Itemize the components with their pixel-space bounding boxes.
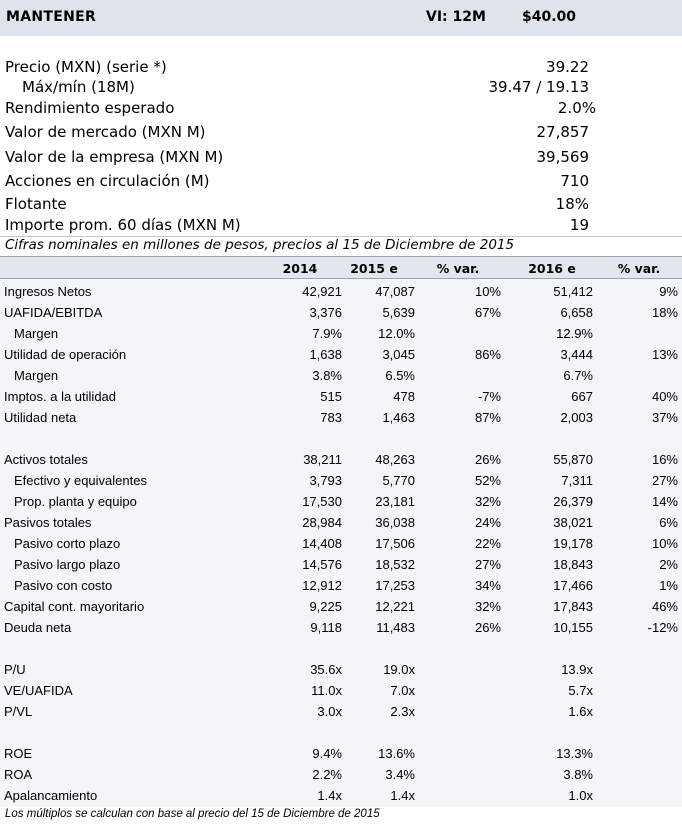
table-cell: 35.6x — [310, 662, 342, 677]
table-cell: 13.9x — [561, 662, 593, 677]
table-cell: 18,843 — [553, 557, 593, 572]
table-cell: 32% — [474, 599, 501, 614]
table-cell: 48,263 — [375, 452, 415, 467]
row-label: Apalancamiento — [4, 788, 98, 803]
table-cell: 3,045 — [382, 347, 415, 362]
table-cell: 2.3x — [390, 704, 415, 719]
table-cell: 42,921 — [302, 284, 342, 299]
table-cell: 40% — [651, 389, 678, 404]
table-cell: 10% — [474, 284, 501, 299]
table-cell: 14,576 — [302, 557, 342, 572]
table-cell: 19.0x — [383, 662, 415, 677]
table-cell: 6.5% — [385, 368, 415, 383]
table-row — [0, 323, 682, 344]
summary-row — [0, 172, 682, 194]
row-label: Capital cont. mayoritario — [4, 599, 145, 614]
table-cell: 26,379 — [553, 494, 593, 509]
row-label: ROE — [4, 746, 33, 761]
table-cell: 27% — [651, 473, 678, 488]
table-cell: 9,118 — [310, 620, 342, 635]
table-cell: 2,003 — [560, 410, 593, 425]
table-cell: 7.0x — [390, 683, 415, 698]
table-cell: 28,984 — [302, 515, 342, 530]
table-cell: 87% — [474, 410, 501, 425]
table-row — [0, 701, 682, 722]
summary-value: 2.0% — [557, 99, 596, 117]
table-cell: 6.7% — [563, 368, 593, 383]
column-header: 2015 e — [350, 261, 398, 276]
table-cell: 23,181 — [375, 494, 415, 509]
table-cell: 26% — [474, 452, 501, 467]
table-cell: 1% — [659, 578, 678, 593]
table-cell: 12.0% — [378, 326, 415, 341]
summary-block — [0, 36, 682, 237]
table-row — [0, 659, 682, 680]
summary-row — [0, 58, 682, 80]
column-header: 2016 e — [528, 261, 576, 276]
row-label: Ingresos Netos — [4, 284, 92, 299]
table-cell: 46% — [651, 599, 678, 614]
table-cell: 5,770 — [382, 473, 415, 488]
table-cell: -7% — [477, 389, 501, 404]
summary-row — [0, 148, 682, 170]
summary-row — [0, 195, 682, 217]
summary-value: 27,857 — [536, 123, 589, 141]
table-cell: 38,021 — [553, 515, 593, 530]
target-price: $40.00 — [522, 9, 577, 25]
table-cell: 5,639 — [382, 305, 415, 320]
figures-note: Cifras nominales en millones de pesos, precios al 15 de Diciembre de 2015 — [5, 237, 515, 253]
table-cell: 24% — [474, 515, 501, 530]
table-row — [0, 575, 682, 596]
table-cell: 3,376 — [309, 305, 342, 320]
table-cell: 12.9% — [556, 326, 593, 341]
row-label: ROA — [4, 767, 33, 782]
table-row — [0, 764, 682, 785]
summary-label: Importe prom. 60 días (MXN M) — [5, 216, 241, 234]
table-cell: 13.6% — [378, 746, 415, 761]
table-cell: 17,843 — [553, 599, 593, 614]
summary-value: 39,569 — [536, 148, 589, 166]
row-label: Pasivo largo plazo — [14, 557, 121, 572]
table-cell: 6% — [659, 515, 678, 530]
table-row — [0, 596, 682, 617]
table-cell: 16% — [651, 452, 678, 467]
table-cell: 38,211 — [303, 452, 342, 467]
summary-row — [0, 123, 682, 145]
row-label: P/VL — [4, 704, 33, 719]
table-cell: 478 — [393, 389, 415, 404]
table-row — [0, 302, 682, 323]
table-cell: 2% — [659, 557, 678, 572]
table-row — [0, 365, 682, 386]
table-cell: 19,178 — [553, 536, 593, 551]
row-label: Imptos. a la utilidad — [4, 389, 117, 404]
summary-value: 18% — [555, 195, 589, 213]
row-label: Margen — [14, 368, 59, 383]
table-row — [0, 491, 682, 512]
summary-value: 39.47 / 19.13 — [488, 78, 589, 96]
table-cell: 26% — [474, 620, 501, 635]
table-cell: -12% — [647, 620, 678, 635]
table-cell: 3,793 — [309, 473, 342, 488]
row-label: Pasivos totales — [4, 515, 92, 530]
row-label: Utilidad de operación — [4, 347, 127, 362]
table-cell: 67% — [474, 305, 501, 320]
table-cell: 17,466 — [553, 578, 593, 593]
table-row — [0, 680, 682, 701]
table-header — [0, 257, 682, 279]
table-row — [0, 533, 682, 554]
table-row — [0, 386, 682, 407]
ticker-title: MANTENER — [6, 9, 97, 25]
table-cell: 12,221 — [375, 599, 415, 614]
table-cell: 1.4x — [390, 788, 415, 803]
table-cell: 9,225 — [309, 599, 342, 614]
row-label: VE/UAFIDA — [4, 683, 73, 698]
table-cell: 6,658 — [560, 305, 593, 320]
table-cell: 1.0x — [568, 788, 593, 803]
summary-row — [0, 99, 682, 121]
row-label: Pasivo con costo — [14, 578, 113, 593]
table-cell: 1,463 — [382, 410, 415, 425]
multiples-note: Los múltiplos se calculan con base al precio del 15 de Diciembre de 2015 — [5, 808, 380, 820]
table-cell: 22% — [474, 536, 501, 551]
table-cell: 47,087 — [375, 284, 415, 299]
table-cell: 7,311 — [561, 473, 593, 488]
table-cell: 11,483 — [376, 620, 415, 635]
table-cell: 1,638 — [309, 347, 342, 362]
row-label: Utilidad neta — [4, 410, 77, 425]
table-cell: 55,870 — [553, 452, 593, 467]
row-label: Activos totales — [4, 452, 88, 467]
table-cell: 3.8% — [563, 767, 593, 782]
summary-value: 39.22 — [546, 58, 589, 76]
table-cell: 11.0x — [311, 683, 342, 698]
summary-label: Rendimiento esperado — [5, 99, 175, 117]
table-cell: 1.4x — [317, 788, 342, 803]
row-label: Margen — [14, 326, 59, 341]
summary-label: Valor de mercado (MXN M) — [5, 123, 206, 141]
column-header: 2014 — [282, 261, 318, 276]
table-cell: 37% — [651, 410, 678, 425]
header-bar — [0, 0, 682, 37]
table-cell: 17,530 — [302, 494, 342, 509]
summary-label: Valor de la empresa (MXN M) — [5, 148, 224, 166]
table-cell: 18% — [651, 305, 678, 320]
table-cell: 3.0x — [317, 704, 342, 719]
table-cell: 18,532 — [375, 557, 415, 572]
table-row — [0, 743, 682, 764]
table-row — [0, 512, 682, 533]
table-cell: 52% — [474, 473, 501, 488]
row-label: P/U — [4, 662, 26, 677]
table-row — [0, 617, 682, 638]
summary-row — [0, 78, 682, 100]
table-cell: 17,253 — [375, 578, 415, 593]
table-cell: 3.8% — [312, 368, 342, 383]
table-cell: 34% — [474, 578, 501, 593]
row-label: Deuda neta — [4, 620, 72, 635]
table-cell: 17,506 — [375, 536, 415, 551]
table-cell: 14% — [651, 494, 678, 509]
table-cell: 36,038 — [375, 515, 415, 530]
valuation-horizon-label: VI: 12M — [426, 9, 486, 25]
table-cell: 51,412 — [553, 284, 593, 299]
table-cell: 3,444 — [560, 347, 593, 362]
table-row — [0, 344, 682, 365]
table-row — [0, 281, 682, 302]
table-cell: 515 — [320, 389, 342, 404]
table-cell: 13% — [651, 347, 678, 362]
summary-label: Flotante — [5, 195, 67, 213]
column-header: % var. — [617, 261, 661, 276]
table-row — [0, 785, 682, 806]
table-cell: 2.2% — [312, 767, 342, 782]
summary-label: Máx/mín (18M) — [22, 78, 135, 96]
table-cell: 10,155 — [553, 620, 593, 635]
table-cell: 10% — [651, 536, 678, 551]
table-cell: 1.6x — [568, 704, 593, 719]
financial-table — [0, 256, 682, 807]
table-cell: 27% — [474, 557, 501, 572]
table-cell: 783 — [320, 410, 342, 425]
summary-value: 19 — [569, 216, 589, 234]
table-cell: 32% — [474, 494, 501, 509]
table-row — [0, 407, 682, 428]
table-row — [0, 554, 682, 575]
table-cell: 3.4% — [385, 767, 415, 782]
summary-row — [0, 216, 682, 238]
table-cell: 667 — [571, 389, 593, 404]
table-cell: 86% — [474, 347, 501, 362]
table-cell: 12,912 — [302, 578, 342, 593]
table-cell: 7.9% — [312, 326, 342, 341]
summary-value: 710 — [560, 172, 589, 190]
table-cell: 13.3% — [556, 746, 593, 761]
column-header: % var. — [436, 261, 480, 276]
table-cell: 9% — [659, 284, 678, 299]
table-row — [0, 449, 682, 470]
table-cell: 5.7x — [568, 683, 593, 698]
table-row — [0, 470, 682, 491]
summary-label: Acciones en circulación (M) — [5, 172, 210, 190]
summary-label: Precio (MXN) (serie *) — [5, 58, 167, 76]
table-cell: 14,408 — [302, 536, 342, 551]
row-label: UAFIDA/EBITDA — [4, 305, 103, 320]
row-label: Efectivo y equivalentes — [14, 473, 147, 488]
row-label: Pasivo corto plazo — [14, 536, 121, 551]
row-label: Prop. planta y equipo — [14, 494, 137, 509]
table-cell: 9.4% — [312, 746, 342, 761]
